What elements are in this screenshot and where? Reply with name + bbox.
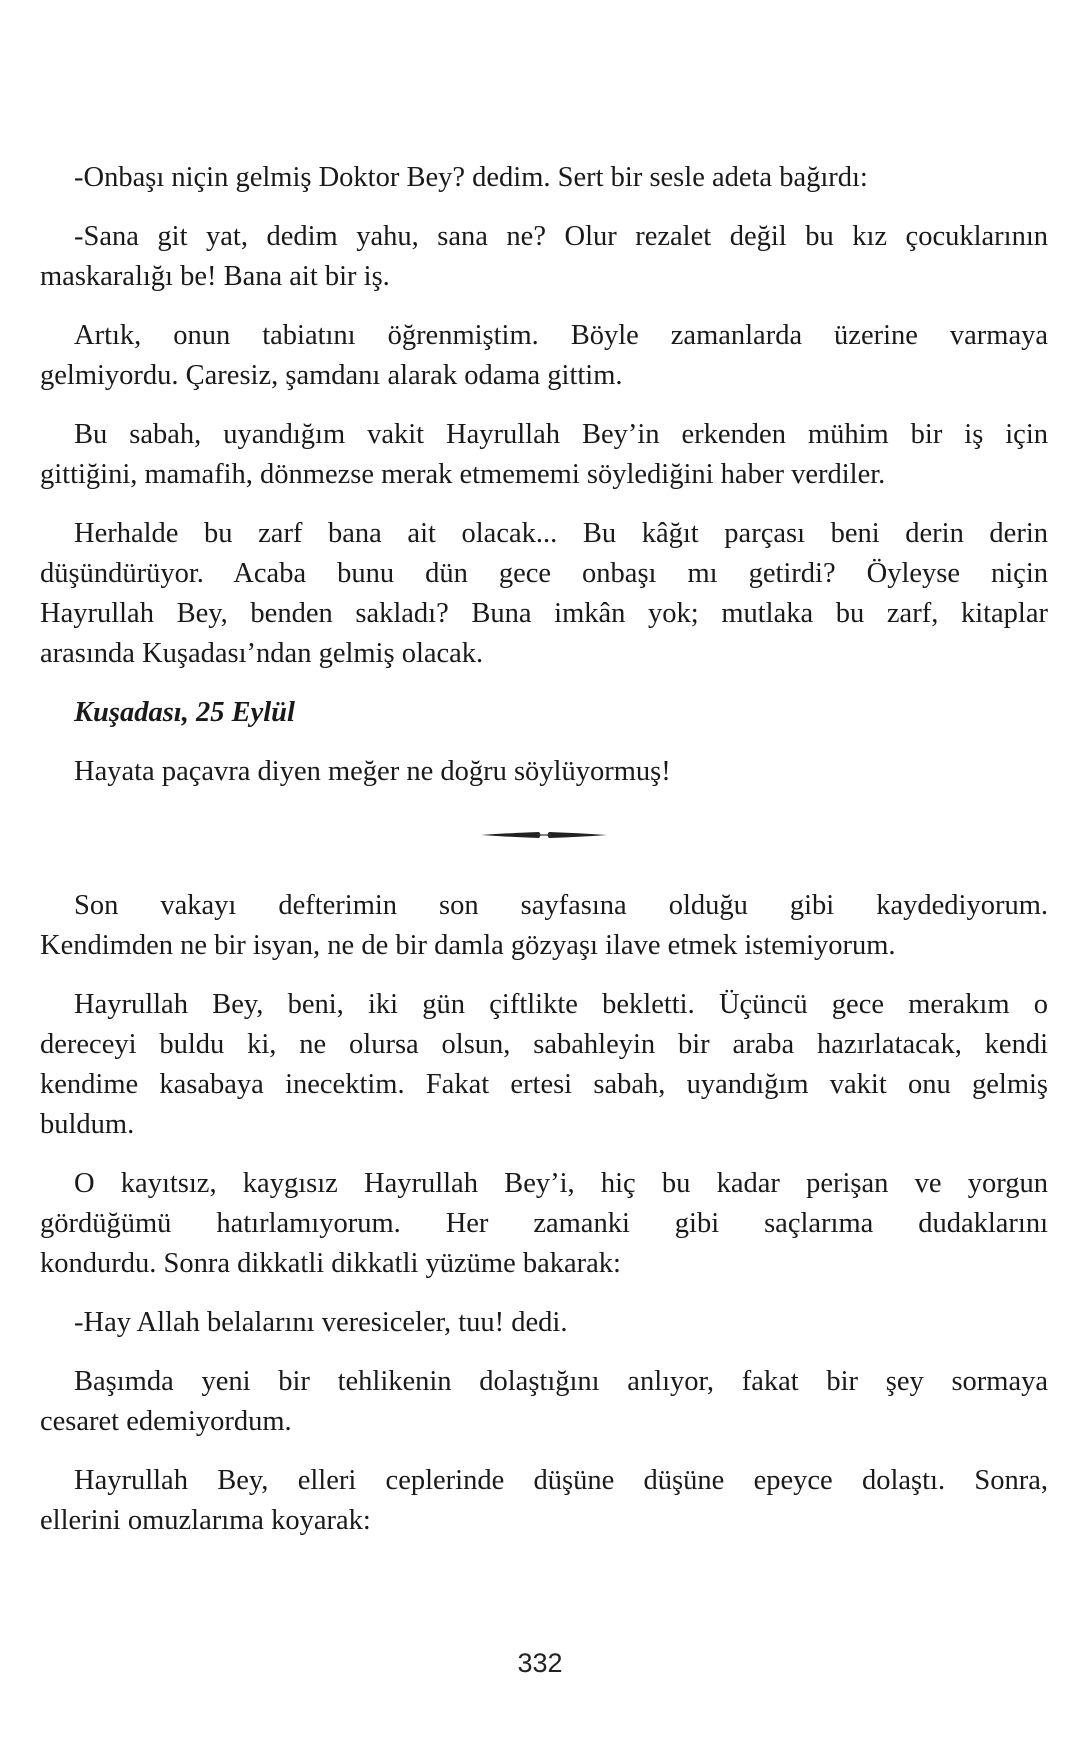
text-line: gördüğümü hatırlamıyorum. Her zamanki gibi saçlarıma dudaklarını	[40, 1208, 1048, 1239]
paragraph	[40, 217, 1048, 297]
text-line: Hayata paçavra diyen meğer ne doğru söylüyormuş!	[74, 756, 671, 787]
section-divider-ornament-icon	[479, 820, 609, 850]
paragraph	[40, 886, 1048, 966]
paragraph	[40, 1461, 1048, 1541]
text-line: Başımda yeni bir tehlikenin dolaştığını anlıyor, fakat bir şey sormaya	[74, 1366, 1048, 1397]
text-line: -Onbaşı niçin gelmiş Doktor Bey? dedim. Sert bir sesle adeta bağırdı:	[74, 162, 868, 193]
text-line: arasında Kuşadası’ndan gelmiş olacak.	[40, 638, 484, 669]
text-line: gittiğini, mamafih, dönmezse merak etmememi söylediğini haber verdiler.	[40, 459, 886, 490]
heading-paragraph	[40, 752, 1048, 792]
paragraph	[40, 1362, 1048, 1442]
page-body	[40, 158, 1048, 1560]
text-line: Bu sabah, uyandığım vakit Hayrullah Bey’in erkenden mühim bir iş için	[74, 419, 1048, 450]
page-number: 332	[517, 1648, 563, 1678]
text-line: -Sana git yat, dedim yahu, sana ne? Olur rezalet değil bu kız çocuklarının	[74, 221, 1048, 252]
text-line: -Hay Allah belalarını veresiceler, tuu! dedi.	[74, 1307, 568, 1338]
paragraph	[40, 1303, 1048, 1343]
text-line: Hayrullah Bey, elleri ceplerinde düşüne düşüne epeyce dolaştı. Sonra,	[74, 1465, 1048, 1496]
text-line: Hayrullah Bey, benden sakladı? Buna imkân yok; mutlaka bu zarf, kitaplar	[40, 598, 1048, 629]
text-line: dereceyi buldu ki, ne olursa olsun, sabahleyin bir araba hazırlatacak, kendi	[40, 1029, 1048, 1060]
heading-text: Kuşadası, 25 Eylül	[74, 697, 295, 728]
text-line: Son vakayı defterimin son sayfasına olduğu gibi kaydediyorum.	[74, 890, 1048, 921]
text-line: ellerini omuzlarıma koyarak:	[40, 1505, 371, 1536]
text-line: kondurdu. Sonra dikkatli dikkatli yüzüme bakarak:	[40, 1248, 621, 1279]
paragraph	[40, 514, 1048, 674]
text-line: cesaret edemiyordum.	[40, 1406, 292, 1437]
text-line: kendime kasabaya inecektim. Fakat ertesi sabah, uyandığım vakit onu gelmiş	[40, 1069, 1048, 1100]
paragraph	[40, 316, 1048, 396]
paragraph	[40, 752, 1048, 792]
text-line: O kayıtsız, kaygısız Hayrullah Bey’i, hiç bu kadar perişan ve yorgun	[74, 1168, 1048, 1199]
text-line: Kendimden ne bir isyan, ne de bir damla gözyaşı ilave etmek istemiyorum.	[40, 930, 896, 961]
paragraph	[40, 985, 1048, 1145]
paragraph	[40, 158, 1048, 198]
text-line: Hayrullah Bey, beni, iki gün çiftlikte bekletti. Üçüncü gece merakım o	[74, 989, 1048, 1020]
paragraphs-after	[40, 886, 1048, 1541]
text-line: düşündürüyor. Acaba bunu dün gece onbaşı mı getirdi? Öyleyse niçin	[40, 558, 1048, 589]
text-line: gelmiyordu. Çaresiz, şamdanı alarak odama gittim.	[40, 360, 623, 391]
text-line: buldum.	[40, 1109, 135, 1140]
text-line: maskaralığı be! Bana ait bir iş.	[40, 261, 390, 292]
paragraphs-before	[40, 158, 1048, 674]
paragraph	[40, 1164, 1048, 1284]
text-line: Artık, onun tabiatını öğrenmiştim. Böyle zamanlarda üzerine varmaya	[74, 320, 1048, 351]
text-line: Herhalde bu zarf bana ait olacak... Bu kâğıt parçası beni derin derin	[74, 518, 1048, 549]
paragraph	[40, 415, 1048, 495]
section-heading	[40, 693, 1048, 733]
